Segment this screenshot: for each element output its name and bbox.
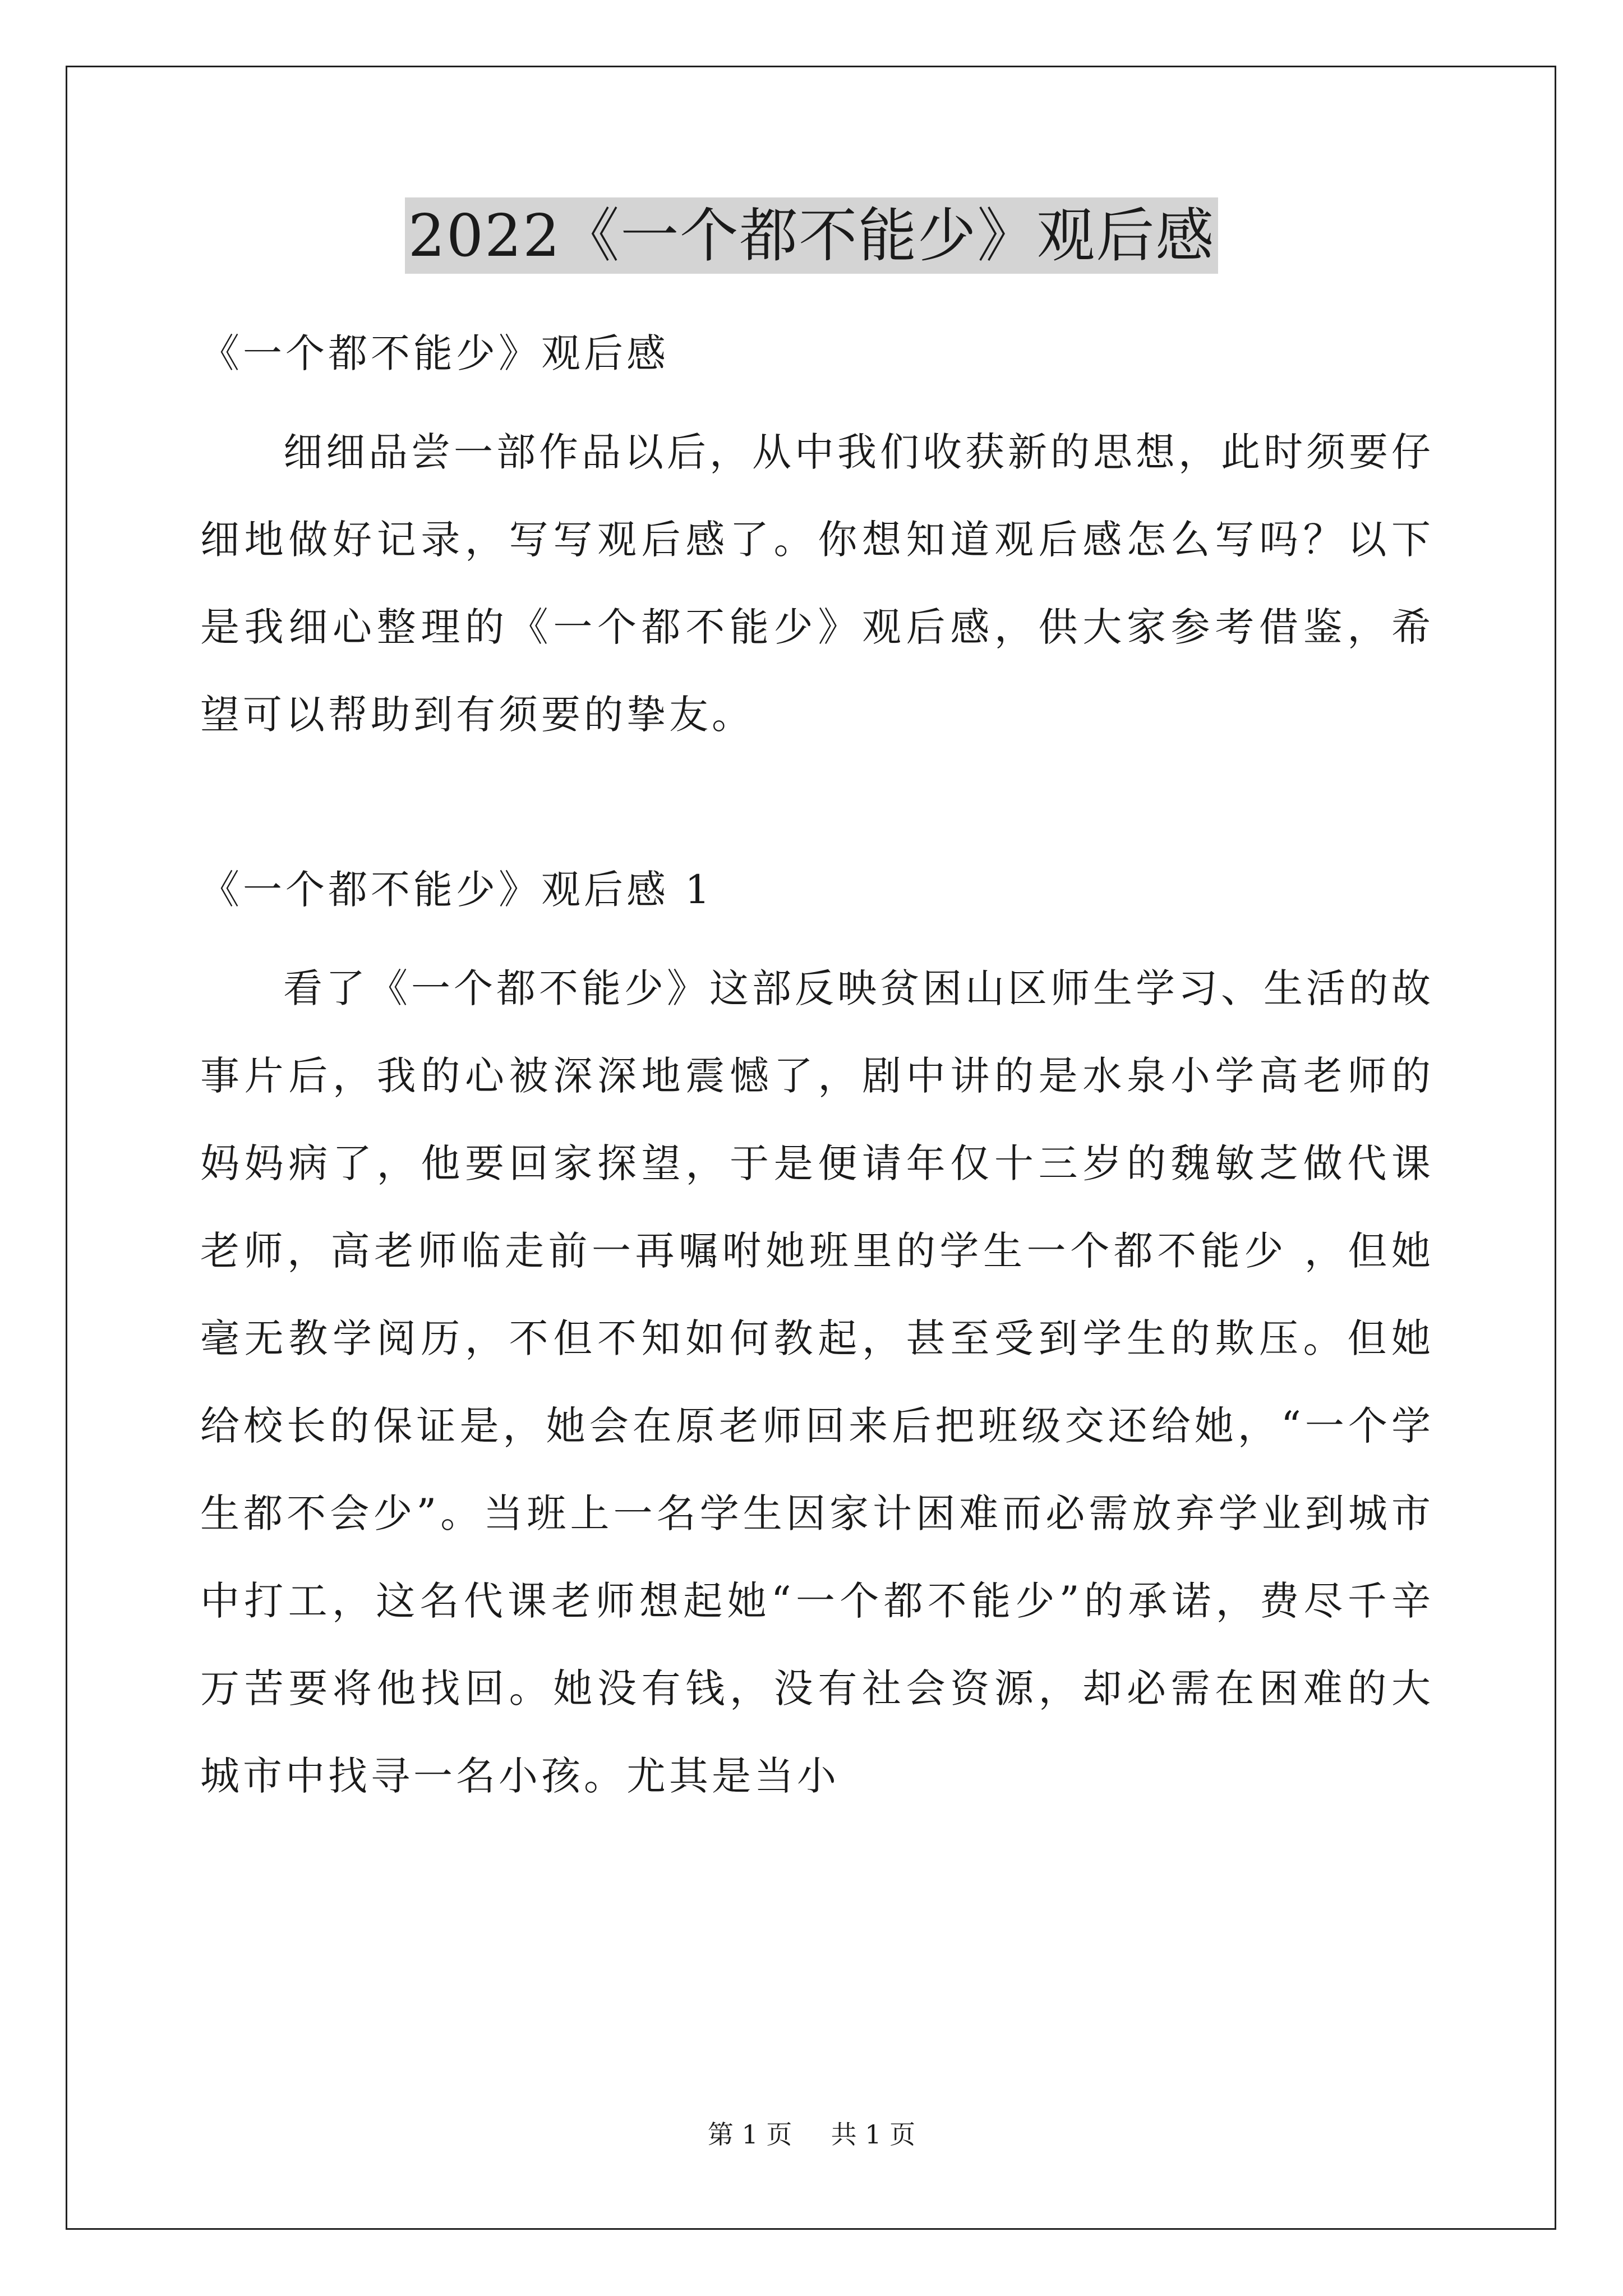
spacer	[200, 397, 1434, 408]
subtitle: 《一个都不能少》观后感	[200, 330, 669, 376]
spacer	[200, 933, 1434, 945]
page-footer	[0, 2118, 1623, 2151]
page-total: 共 1 页	[831, 2119, 916, 2150]
page-number: 第 1 页	[707, 2119, 792, 2150]
intro-paragraph: 细细品尝一部作品以后，从中我们收获新的思想，此时须要仔细地做好记录，写写观后感了。你想知道观后感怎么写吗？以下是我细心整理的《一个都不能少》观后感，供大家参考借鉴，希望可以帮助到有须要的挚友。	[200, 429, 1434, 738]
section-paragraph: 看了《一个都不能少》这部反映贫困山区师生学习、生活的故事片后，我的心被深深地震憾了，剧中讲的是水泉小学高老师的妈妈病了，他要回家探望，于是便请年仅十三岁的魏敏芝做代课老师，高老师临走前一再嘱咐她班里的学生一个都不能少 ，但她毫无教学阅历，不但不知如何教起，甚至受到学生的欺压。但她给校长的保证是，她会在原老师回来后把班级交还给她，“一个学生都不会少”。当班上一名学生因家计困难而必需放弃学业到城市中打工，这名代课老师想起她“一个都不能少”的承诺，费尽千辛万苦要将他找回。她没有钱，没有社会资源，却必需在困难的大城市中找寻一名小孩。尤其是当小	[200, 965, 1434, 1799]
document-title: 2022《一个都不能少》观后感	[405, 197, 1219, 274]
document-title-wrapper	[0, 197, 1623, 274]
section-heading: 《一个都不能少》观后感 1	[200, 867, 713, 913]
spacer	[200, 758, 1434, 846]
document-body	[200, 310, 1434, 1820]
